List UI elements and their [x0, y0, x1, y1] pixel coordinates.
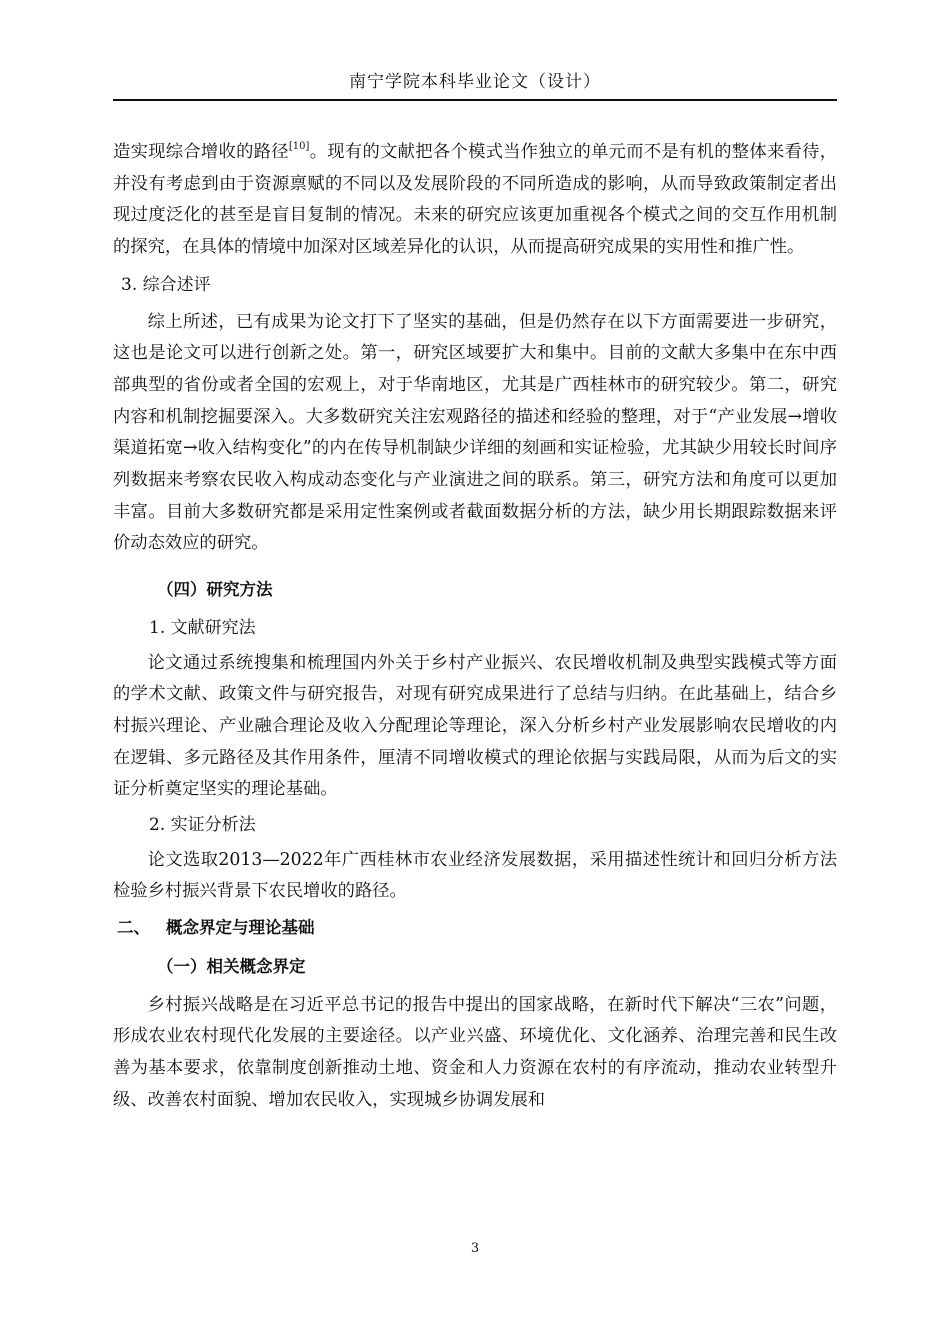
chapter-number: 二、 — [117, 918, 150, 938]
subsection-heading-empirical: 2. 实证分析法 — [149, 815, 256, 836]
paragraph-continued — [113, 137, 837, 264]
section-heading-concepts: （一）相关概念界定 — [157, 956, 306, 976]
chapter-title: 概念界定与理论基础 — [166, 918, 315, 938]
header-rule — [113, 99, 837, 101]
paragraph-empirical-method: 论文选取2013—2022年广西桂林市农业经济发展数据，采用描述性统计和回归分析方法检验乡村振兴背景下农民增收的路径。 — [113, 849, 837, 902]
paragraph-concepts: 乡村振兴战略是在习近平总书记的报告中提出的国家战略，在新时代下解决“三农”问题，形成农业农村现代化发展的主要途径。以产业兴盛、环境优化、文化涵养、治理完善和民生改善为基本要求，依靠制度创新推动土地、资金和人力资源在农村的有序流动，推动农业转型升级、改善农村面貌、增加农民收入，实现城乡协调发展和 — [113, 994, 837, 1110]
citation-ref: [10] — [288, 141, 310, 152]
chapter-heading — [113, 912, 837, 944]
paragraph-text: 造实现综合增收的路径 — [113, 142, 289, 162]
section-heading-methods: （四）研究方法 — [157, 580, 273, 600]
running-header: 南宁学院本科毕业论文（设计） — [349, 72, 601, 92]
subsection-heading-literature: 1. 文献研究法 — [149, 617, 256, 638]
paragraph-review: 综上所述，已有成果为论文打下了坚实的基础，但是仍然存在以下方面需要进一步研究，这也是论文可以进行创新之处。第一，研究区域要扩大和集中。目前的文献大多集中在东中西部典型的省份或者全国的宏观上，对于华南地区，尤其是广西桂林市的研究较少。第二，研究内容和机制挖掘要深入。大多数研究关注宏观路径的描述和经验的整理，对于“产业发展→增收渠道拓宽→收入结构变化”的内在传导机制缺少详细的刻画和实证检验，尤其缺少用较长时间序列数据来考察农民收入构成动态变化与产业演进之间的联系。第三，研究方法和角度可以更加丰富。目前大多数研究都是采用定性案例或者截面数据分析的方法，缺少用长期跟踪数据来评价动态效应的研究。 — [113, 311, 837, 554]
section-heading-review: 3. 综合述评 — [121, 274, 211, 295]
paragraph-literature-method: 论文通过系统搜集和梳理国内外关于乡村产业振兴、农民增收机制及典型实践模式等方面的学术文献、政策文件与研究报告，对现有研究成果进行了总结与归纳。在此基础上，结合乡村振兴理论、产业融合理论及收入分配理论等理论，深入分析乡村产业发展影响农民增收的内在逻辑、多元路径及其作用条件，厘清不同增收模式的理论依据与实践局限，从而为后文的实证分析奠定坚实的理论基础。 — [113, 652, 837, 800]
paragraph-text: 。现有的文献把各个模式当作独立的单元而不是有机的整体来看待，并没有考虑到由于资源禀赋的不同以及发展阶段的不同所造成的影响，从而导致政策制定者出现过度泛化的甚至是盲目复制的情况。未来的研究应该更加重视各个模式之间的交互作用机制的探究，在具体的情境中加深对区域差异化的认识，从而提高研究成果的实用性和推广性。 — [113, 142, 837, 258]
page-body — [113, 137, 837, 1116]
page-number: 3 — [470, 1241, 480, 1256]
